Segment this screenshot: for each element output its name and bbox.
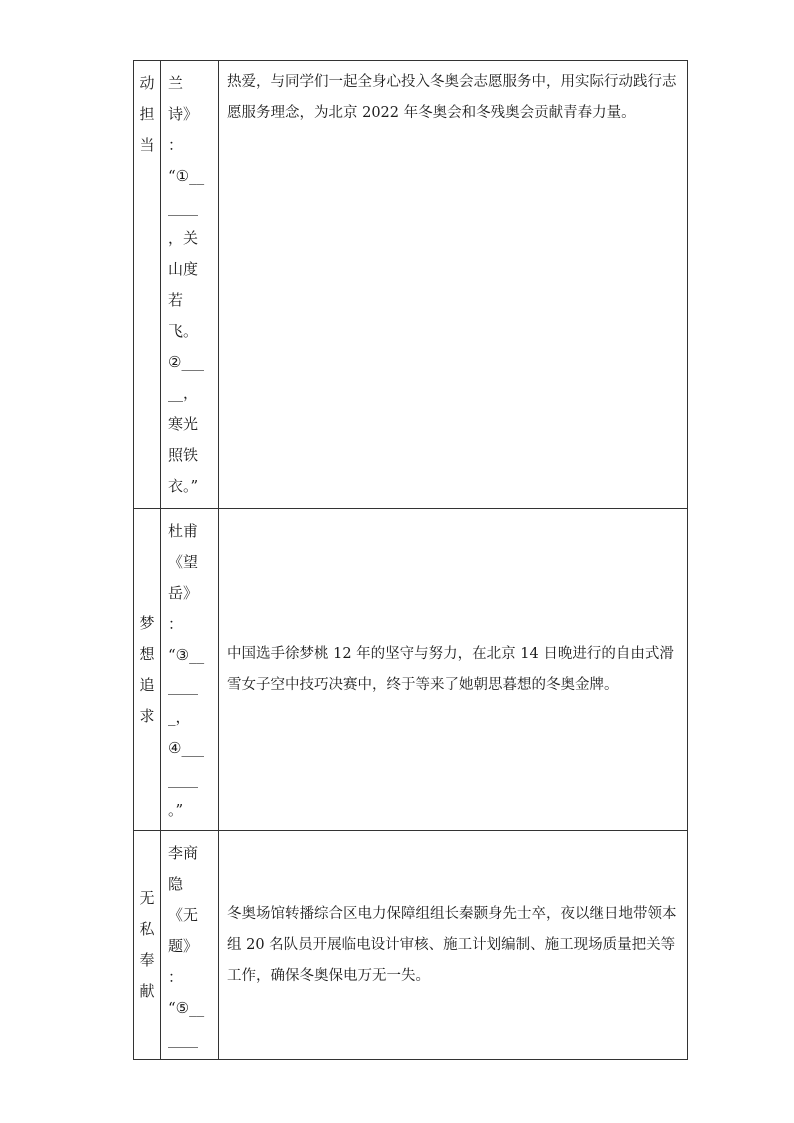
poem-line: 李商 <box>168 844 199 862</box>
event-text: 热爱，与同学们一起全身心投入冬奥会志愿服务中，用实际行动践行志愿服务理念，为北京 2022 年冬奥会和冬残奥会贡献青春力量。 <box>227 74 677 121</box>
poem-line: 岳》 <box>168 584 199 602</box>
poem-line: 《望 <box>168 553 199 571</box>
poem-line: 《无 <box>168 906 199 924</box>
poem-line: ____ <box>168 770 198 788</box>
poem-line: ____ <box>168 677 198 695</box>
table-row <box>134 61 688 509</box>
event-text: 冬奥场馆转播综合区电力保障组组长秦颢身先士卒，夜以继日地带领本组 20 名队员开展临电设计审核、施工计划编制、施工现场质量把关等工作，确保冬奥保电万无一失。 <box>227 905 677 984</box>
poem-line: “⑤__ <box>168 999 205 1017</box>
poem-line: ____ <box>168 198 198 216</box>
poem-line: 山度 <box>168 260 199 278</box>
poem-cell <box>161 61 219 509</box>
theme-char: 担 <box>139 105 155 123</box>
poem-line: 寒光 <box>168 415 199 433</box>
poem-line: ____ <box>168 1030 198 1048</box>
event-cell <box>219 509 688 831</box>
poem-line: “③__ <box>168 646 205 664</box>
theme-char: 献 <box>139 982 155 1000</box>
poem-line: 兰 <box>168 74 184 92</box>
event-cell <box>219 61 688 509</box>
event-text: 中国选手徐梦桃 12 年的坚守与努力，在北京 14 日晚进行的自由式滑雪女子空中技巧决赛中，终于等来了她朝思暮想的冬奥金牌。 <box>227 645 674 693</box>
poem-line: _， <box>168 708 191 726</box>
poem-line: __， <box>168 384 199 402</box>
theme-cell <box>134 61 161 509</box>
theme-char: 想 <box>139 644 155 663</box>
poem-line: ②___ <box>168 353 204 371</box>
theme-char: 无 <box>139 889 155 907</box>
poem-cell <box>161 509 219 831</box>
poem-line: 衣。” <box>168 477 199 495</box>
poem-line: 题》 <box>168 937 199 955</box>
event-cell <box>219 831 688 1060</box>
poem-line: ： <box>168 615 184 633</box>
theme-char: 动 <box>139 74 155 92</box>
poem-line: ，关 <box>168 229 199 247</box>
theme-cell <box>134 831 161 1060</box>
poem-line: “①__ <box>168 167 205 185</box>
theme-char: 奉 <box>139 951 155 969</box>
theme-char: 私 <box>139 920 155 938</box>
theme-char: 追 <box>139 675 155 694</box>
poem-line: ： <box>168 136 184 154</box>
poem-line: 飞。 <box>168 322 199 340</box>
poem-line: ④___ <box>168 739 204 757</box>
poem-line: 照铁 <box>168 446 199 464</box>
theme-char: 求 <box>139 706 155 725</box>
poetry-worksheet-table <box>133 60 688 1060</box>
poem-cell <box>161 831 219 1060</box>
poem-line: ： <box>168 968 184 986</box>
table-row <box>134 831 688 1060</box>
theme-char: 当 <box>139 136 155 154</box>
poem-line: 若 <box>168 291 184 309</box>
theme-cell <box>134 509 161 831</box>
poem-line: 。” <box>168 801 184 819</box>
poem-line: 诗》 <box>168 105 199 123</box>
table-row <box>134 509 688 831</box>
poem-line: 杜甫 <box>168 522 199 540</box>
poem-line: 隐 <box>168 875 184 893</box>
theme-char: 梦 <box>139 613 155 632</box>
